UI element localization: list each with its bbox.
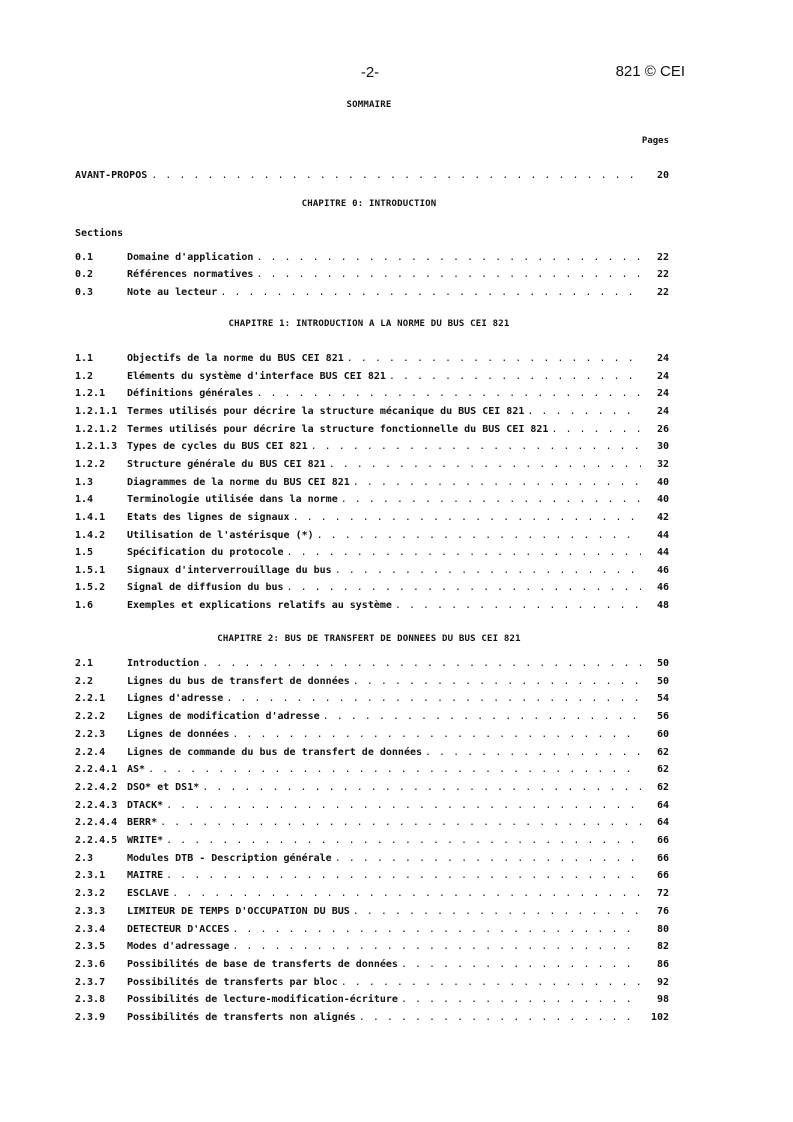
toc-entry-title: Lignes du bus de transfert de données [127,676,350,687]
toc-entry[interactable] [75,547,669,561]
toc-entry-page: 50 [656,676,669,687]
toc-entry-page: 30 [656,441,669,452]
dot-leader [527,406,641,417]
toc-entry-page: 60 [656,729,669,740]
toc-entry[interactable] [75,800,669,814]
toc-entry-title: DETECTEUR D'ACCES [127,924,230,935]
toc-entry-number: 1.3 [75,477,94,488]
toc-entry-avant-propos[interactable] [75,170,669,184]
toc-entry-number: 1.5.1 [75,565,106,576]
toc-entry[interactable] [75,835,669,849]
chapter-heading: CHAPITRE 2: BUS DE TRANSFERT DE DONNEES DU BUS CEI 821 [217,634,521,644]
toc-entry-title: Modules DTB - Description générale [127,853,332,864]
toc-entry-title: Lignes de commande du bus de transfert de données [127,747,423,758]
dot-leader [311,441,641,452]
toc-entry-page: 22 [656,252,669,263]
toc-entry-page: 44 [656,547,669,558]
toc-entry-number: 1.5 [75,547,94,558]
chapter-heading: CHAPITRE 1: INTRODUCTION A LA NORME DU BUS CEI 821 [228,319,510,329]
toc-entry-title: Objectifs de la norme du BUS CEI 821 [127,353,344,364]
toc-entry[interactable] [75,729,669,743]
toc-entry-number: 1.2.1.3 [75,441,118,452]
toc-entry-number: 2.3.1 [75,870,106,881]
toc-title: SOMMAIRE [346,100,392,110]
toc-entry-number: 2.3.7 [75,977,106,988]
toc-entry-number: 2.2.4.3 [75,800,118,811]
toc-entry-title: Exemples et explications relatifs au système [127,600,392,611]
toc-entry-title: DTACK* [127,800,164,811]
dot-leader [317,530,641,541]
toc-entry-title: Types de cycles du BUS CEI 821 [127,441,308,452]
toc-entry-title: Structure générale du BUS CEI 821 [127,459,326,470]
toc-entry-page: 62 [656,764,669,775]
toc-entry-number: 2.2.4.1 [75,764,118,775]
toc-entry[interactable] [75,870,669,884]
toc-entry-number: 1.4.2 [75,530,106,541]
toc-entry[interactable] [75,906,669,920]
toc-entry-number: 1.2 [75,371,94,382]
toc-entry-number: 2.2.1 [75,693,106,704]
toc-entry-title: BERR* [127,817,158,828]
toc-entry[interactable] [75,817,669,831]
toc-entry-title: Diagrammes de la norme du BUS CEI 821 [127,477,350,488]
dot-leader [353,477,641,488]
dot-leader [202,782,641,793]
toc-entry-title: Termes utilisés pour décrire la structure fonctionnelle du BUS CEI 821 [127,424,549,435]
dot-leader [293,512,641,523]
toc-entry-number: 2.2.4.4 [75,817,118,828]
toc-entry[interactable] [75,494,669,508]
toc-entry-title: Définitions générales [127,388,254,399]
toc-entry-title: Possibilités de transferts non alignés [127,1012,356,1023]
toc-entry-page: 66 [656,870,669,881]
toc-entry-page: 26 [656,424,669,435]
toc-entry[interactable] [75,888,669,902]
toc-entry-page: 50 [656,658,669,669]
toc-entry[interactable] [75,388,669,402]
dot-leader [287,582,641,593]
toc-entry[interactable] [75,924,669,938]
toc-entry[interactable] [75,287,669,301]
toc-entry[interactable] [75,269,669,283]
toc-entry-page: 42 [656,512,669,523]
pages-column-label: Pages [641,136,669,146]
toc-entry-title: Eléments du système d'interface BUS CEI 821 [127,371,386,382]
toc-entry-title: Modes d'adressage [127,941,230,952]
toc-entry[interactable] [75,959,669,973]
dot-leader [329,459,641,470]
toc-entry-page: 40 [656,494,669,505]
toc-entry[interactable] [75,600,669,614]
dot-leader [232,729,641,740]
toc-entry-number: 2.2.4.5 [75,835,118,846]
toc-entry[interactable] [75,941,669,955]
dot-leader [401,994,641,1005]
toc-entry-page: 48 [656,600,669,611]
toc-entry[interactable] [75,994,669,1008]
dot-leader [389,371,641,382]
toc-entry-number: 1.2.2 [75,459,106,470]
dot-leader [148,764,641,775]
toc-entry-page: 72 [656,888,669,899]
dot-leader [160,817,641,828]
toc-entry-number: 2.3.6 [75,959,106,970]
toc-entry-title: Note au lecteur [127,287,218,298]
toc-entry-title: Introduction [127,658,200,669]
toc-entry-page: 66 [656,853,669,864]
toc-entry[interactable] [75,853,669,867]
toc-entry[interactable] [75,676,669,690]
toc-entry-title: Termes utilisés pour décrire la structure mécanique du BUS CEI 821 [127,406,525,417]
dot-leader [353,676,641,687]
toc-entry[interactable] [75,977,669,991]
dot-leader [166,835,641,846]
toc-entry-title: Possibilités de lecture-modification-écriture [127,994,398,1005]
toc-entry-page: 24 [656,388,669,399]
toc-entry[interactable] [75,512,669,526]
toc-entry-number: 2.2.2 [75,711,106,722]
toc-entry-number: 2.2.4.2 [75,782,118,793]
dot-leader [353,906,641,917]
dot-leader [166,800,641,811]
toc-entry-number: 2.3.9 [75,1012,106,1023]
toc-entry-page: 82 [656,941,669,952]
toc-entry-number: 2.3.5 [75,941,106,952]
document-reference: 821 © CEI [615,63,685,80]
toc-entry-title: Possibilités de base de transferts de données [127,959,398,970]
toc-entry-page: 98 [656,994,669,1005]
toc-entry-page: 56 [656,711,669,722]
toc-entry-title: Références normatives [127,269,254,280]
toc-entry-page: 86 [656,959,669,970]
toc-entry-page: 62 [656,747,669,758]
toc-entry-page: 64 [656,800,669,811]
dot-leader [335,853,641,864]
chapter-heading: CHAPITRE 0: INTRODUCTION [301,199,437,209]
toc-entry-number: 1.4.1 [75,512,106,523]
toc-entry-page: 24 [656,406,669,417]
toc-entry-title: Domaine d'application [127,252,254,263]
toc-entry-page: 24 [656,353,669,364]
toc-entry[interactable] [75,406,669,420]
dot-leader [202,658,641,669]
toc-entry-page: 76 [656,906,669,917]
toc-entry-number: 0.1 [75,252,94,263]
toc-entry-page: 92 [656,977,669,988]
toc-entry-page: 64 [656,817,669,828]
toc-entry-title: Signaux d'interverrouillage du bus [127,565,332,576]
toc-entry[interactable] [75,459,669,473]
toc-entry-title: DSO* et DS1* [127,782,200,793]
toc-entry-page: 40 [656,477,669,488]
toc-entry-page: 62 [656,782,669,793]
dot-leader [335,565,641,576]
dot-leader [347,353,641,364]
toc-entry-number: 0.3 [75,287,94,298]
toc-entry-number: 1.2.1 [75,388,106,399]
sections-label: Sections [75,228,124,239]
toc-entry-page: 20 [656,170,669,181]
toc-entry[interactable] [75,565,669,579]
toc-entry-page: 32 [656,459,669,470]
dot-leader [341,977,641,988]
toc-entry-page: 80 [656,924,669,935]
toc-entry-page: 46 [656,565,669,576]
toc-entry[interactable] [75,747,669,761]
toc-entry[interactable] [75,353,669,367]
toc-entry[interactable] [75,782,669,796]
toc-entry[interactable] [75,371,669,385]
dot-leader [341,494,641,505]
toc-entry-number: 1.5.2 [75,582,106,593]
toc-entry[interactable] [75,1012,669,1026]
toc-entry[interactable] [75,441,669,455]
toc-entry[interactable] [75,582,669,596]
dot-leader [172,888,641,899]
toc-entry-number: 2.1 [75,658,94,669]
toc-entry-page: 22 [656,287,669,298]
toc-entry-page: 22 [656,269,669,280]
toc-entry[interactable] [75,252,669,266]
toc-entry-number: 2.3.3 [75,906,106,917]
toc-entry-title: Signal de diffusion du bus [127,582,284,593]
dot-leader [425,747,641,758]
toc-entry-page: 24 [656,371,669,382]
toc-entry-number: 1.1 [75,353,94,364]
toc-entry-number: 2.3.2 [75,888,106,899]
dot-leader [256,269,641,280]
toc-entry-title: Etats des lignes de signaux [127,512,290,523]
toc-entry[interactable] [75,764,669,778]
toc-entry-number: 1.6 [75,600,94,611]
dot-leader [220,287,641,298]
toc-entry-title: MAITRE [127,870,164,881]
toc-entry-title: Lignes de données [127,729,230,740]
dot-leader [359,1012,641,1023]
toc-entry-title: LIMITEUR DE TEMPS D'OCCUPATION DU BUS [127,906,350,917]
toc-entry-page: 66 [656,835,669,846]
toc-entry-number: 2.2.3 [75,729,106,740]
dot-leader [151,170,641,181]
dot-leader [395,600,641,611]
dot-leader [166,870,641,881]
toc-entry-title: Utilisation de l'astérisque (*) [127,530,314,541]
toc-entry-number: 1.2.1.2 [75,424,118,435]
dot-leader [256,388,641,399]
toc-entry-title: Terminologie utilisée dans la norme [127,494,338,505]
toc-entry-page: 46 [656,582,669,593]
dot-leader [232,924,641,935]
toc-entry-title: Lignes de modification d'adresse [127,711,320,722]
dot-leader [323,711,641,722]
toc-entry-title: WRITE* [127,835,164,846]
dot-leader [287,547,641,558]
toc-entry[interactable] [75,477,669,491]
toc-entry[interactable] [75,658,669,672]
page-number: -2- [360,64,380,81]
toc-entry-title: Possibilités de transferts par bloc [127,977,338,988]
toc-entry[interactable] [75,424,669,438]
toc-entry-number: 2.3 [75,853,94,864]
toc-entry-number: 2.2.4 [75,747,106,758]
toc-entry-page: 44 [656,530,669,541]
dot-leader [256,252,641,263]
toc-entry-page: 54 [656,693,669,704]
toc-entry-page: 102 [650,1012,669,1023]
toc-entry[interactable] [75,530,669,544]
toc-entry-number: 2.3.4 [75,924,106,935]
toc-entry-title: Lignes d'adresse [127,693,224,704]
toc-entry-title: ESCLAVE [127,888,170,899]
toc-entry-title: AVANT-PROPOS [75,170,148,181]
dot-leader [401,959,641,970]
toc-entry[interactable] [75,693,669,707]
toc-entry-title: Spécification du protocole [127,547,284,558]
toc-entry-number: 2.2 [75,676,94,687]
toc-entry-number: 1.4 [75,494,94,505]
dot-leader [232,941,641,952]
toc-entry-number: 2.3.8 [75,994,106,1005]
toc-entry-number: 1.2.1.1 [75,406,118,417]
dot-leader [551,424,641,435]
toc-entry-number: 0.2 [75,269,94,280]
dot-leader [226,693,641,704]
toc-entry-title: AS* [127,764,146,775]
toc-entry[interactable] [75,711,669,725]
